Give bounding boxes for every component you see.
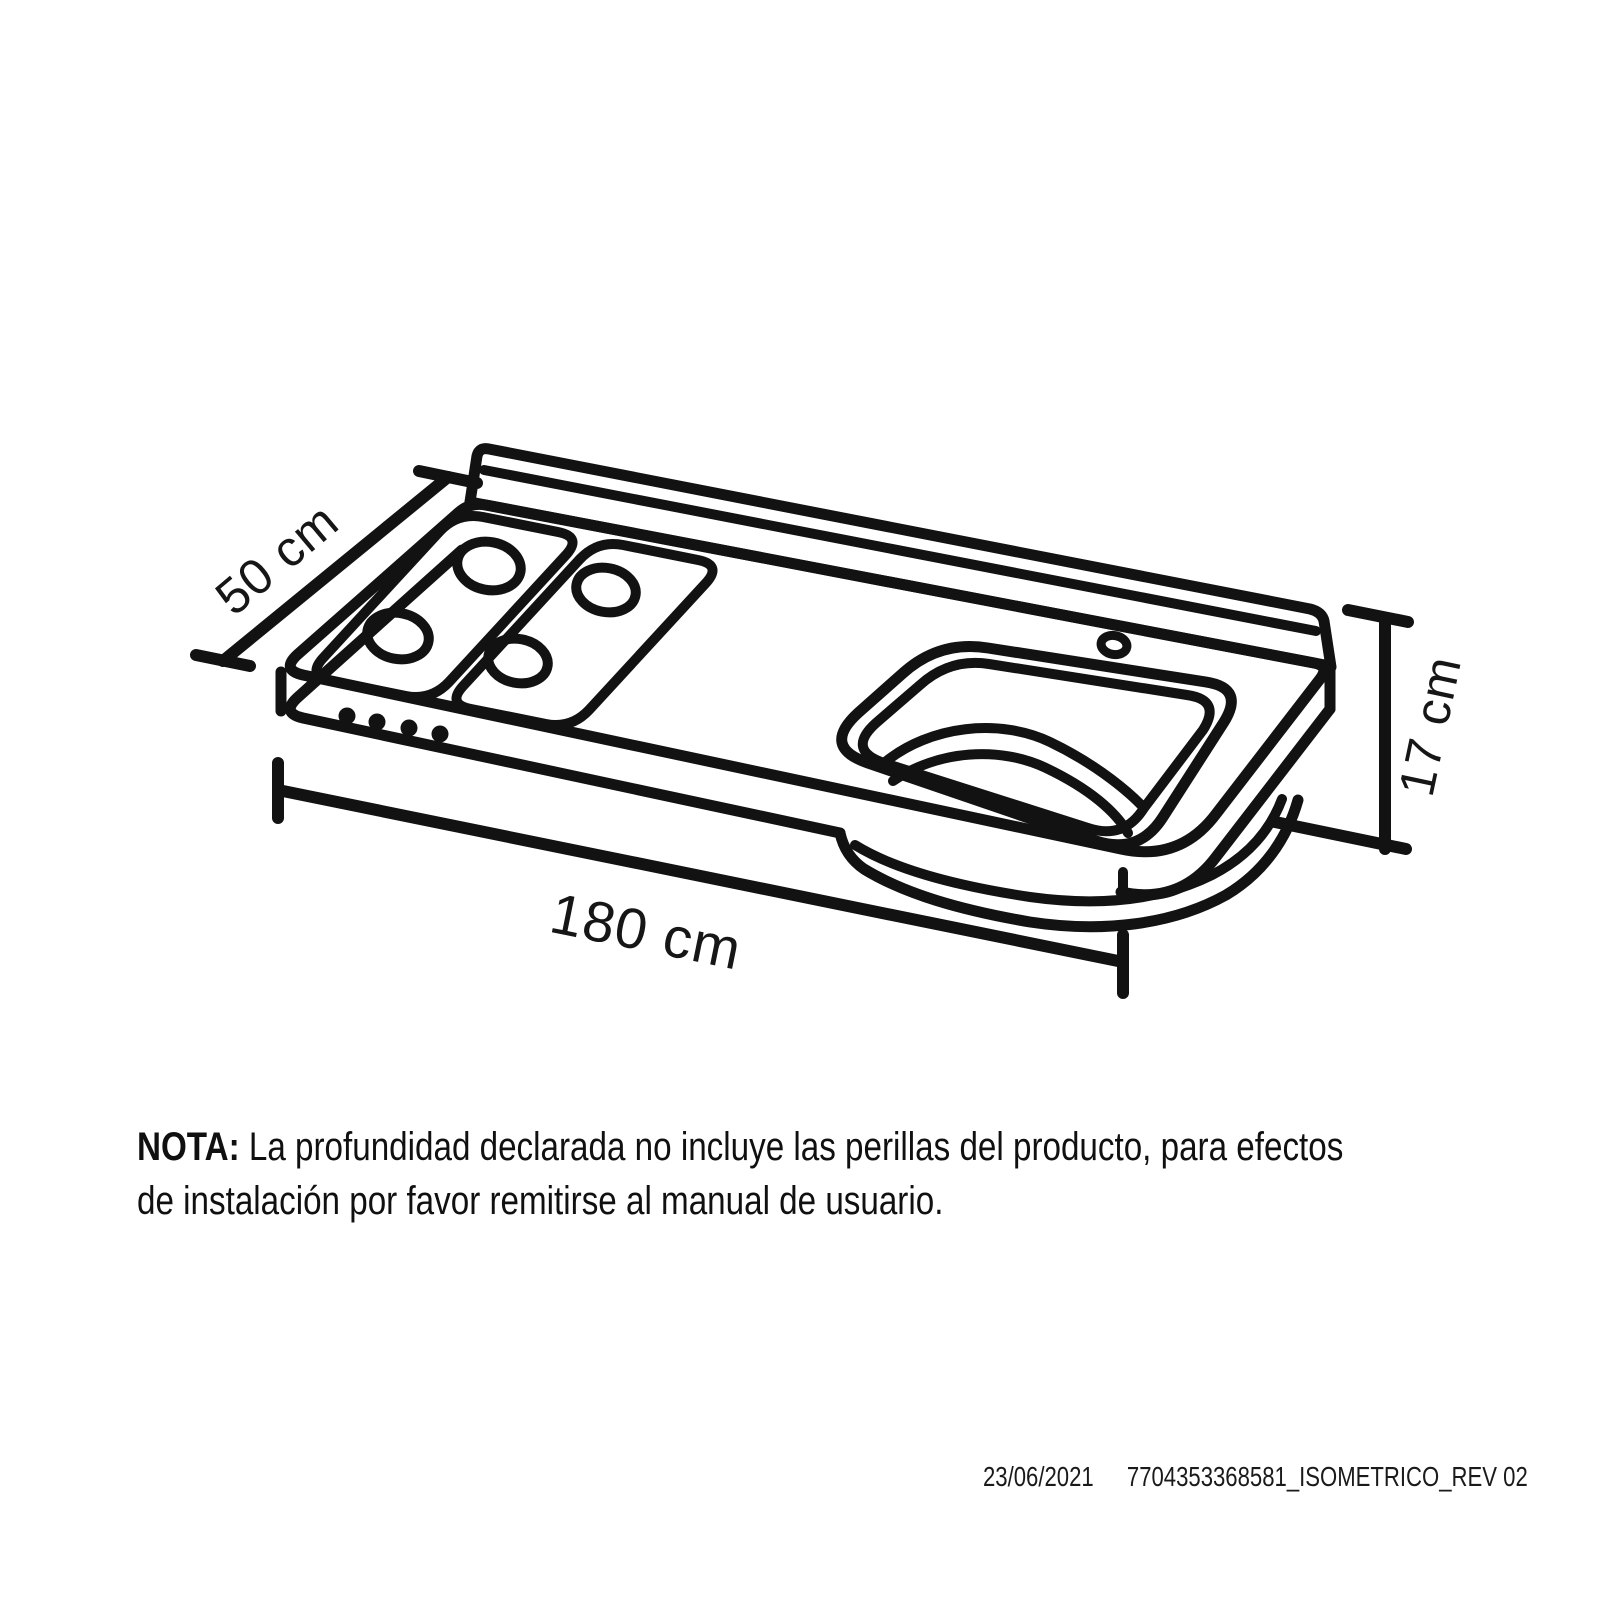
note-line-1 xyxy=(137,1120,1432,1174)
backsplash xyxy=(470,449,1331,667)
faucet-hole xyxy=(1100,633,1129,656)
note-line-2: de instalación por favor remitirse al manual de usuario. xyxy=(137,1179,944,1223)
dimension-label-width: 180 cm xyxy=(545,881,747,983)
dimension-label-height: 17 cm xyxy=(1387,651,1473,801)
footer xyxy=(983,1461,1583,1493)
installation-note xyxy=(137,1120,1432,1228)
note-text-1: La profundidad declarada no incluye las perillas del producto, para efectos xyxy=(248,1125,1344,1169)
note-label: NOTA: xyxy=(137,1125,240,1169)
footer-reference: 7704353368581_ISOMETRICO_REV 02 xyxy=(1126,1461,1528,1492)
footer-date: 23/06/2021 xyxy=(983,1461,1094,1492)
sink-opening xyxy=(842,646,1232,844)
dimension-label-depth: 50 cm xyxy=(204,492,350,626)
